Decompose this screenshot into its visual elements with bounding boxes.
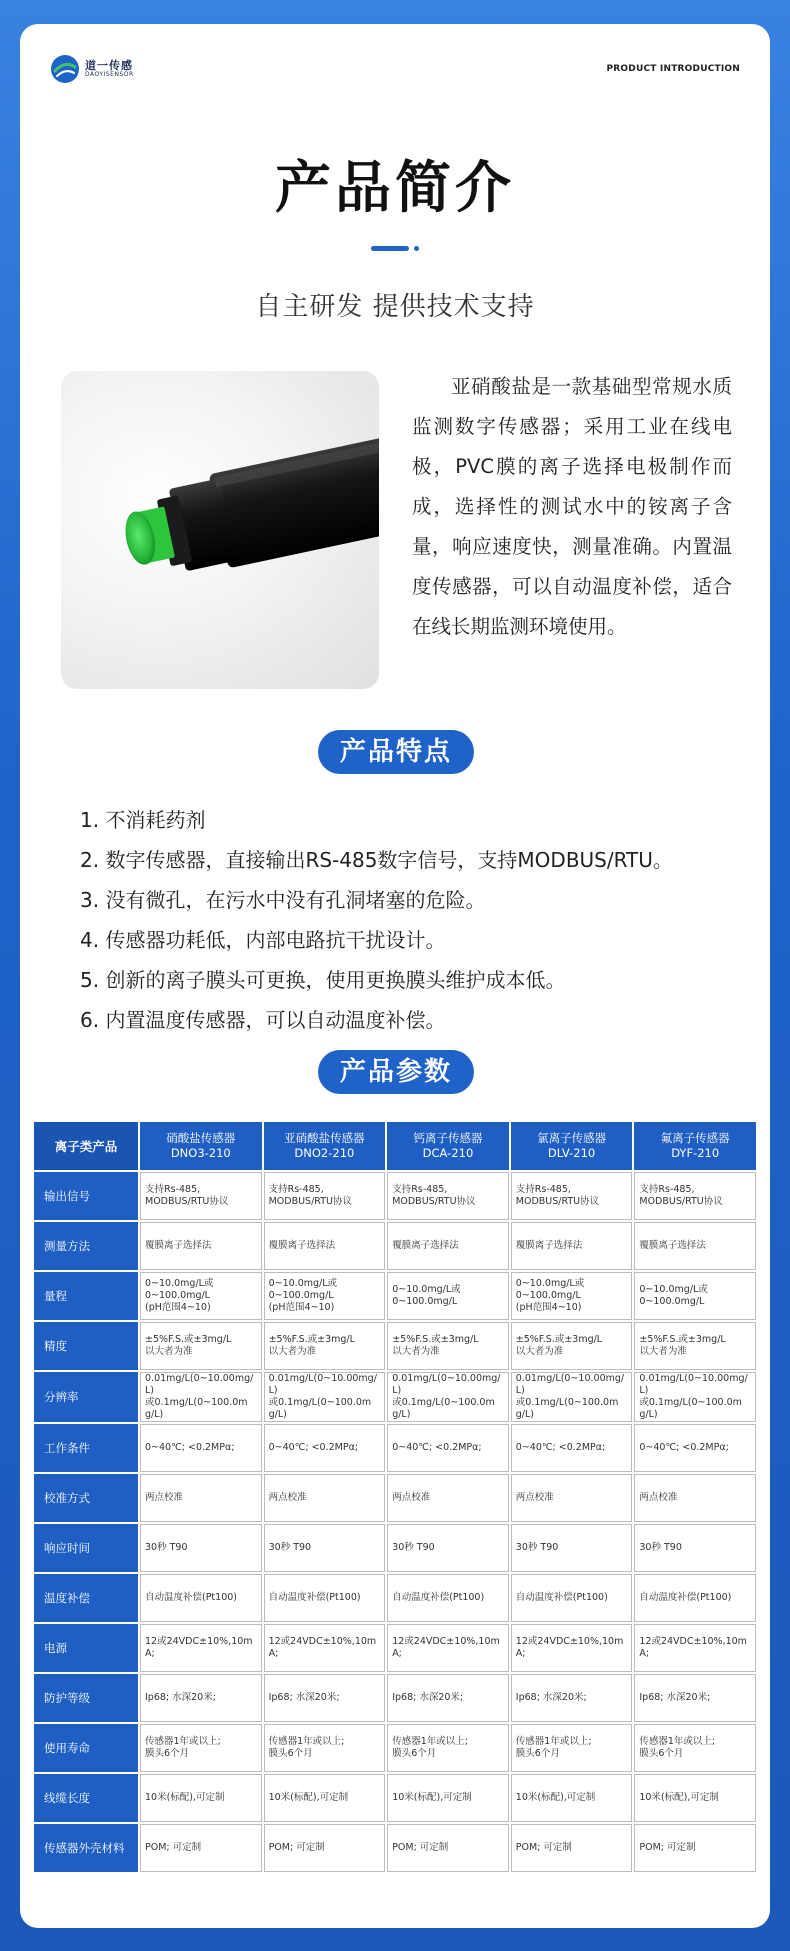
column-product-name: 氯离子传感器 — [537, 1131, 607, 1145]
table-cell: Ip68; 水深20米; — [387, 1674, 509, 1722]
row-label: 测量方法 — [34, 1222, 138, 1270]
table-cell: 30秒 T90 — [264, 1524, 386, 1572]
table-cell: 两点校准 — [140, 1474, 262, 1522]
column-product-name: 硝酸盐传感器 — [166, 1131, 236, 1145]
sensor-illustration-icon — [61, 371, 379, 689]
table-cell: 传感器1年或以上; 膜头6个月 — [264, 1724, 386, 1772]
table-cell: 支持Rs-485, MODBUS/RTU协议 — [634, 1172, 756, 1220]
table-cell: 12或24VDC±10%,10mA; — [387, 1624, 509, 1672]
table-cell: 0~40℃; <0.2MPα; — [264, 1424, 386, 1472]
table-cell: 自动温度补偿(Pt100) — [140, 1574, 262, 1622]
header-right-label: PRODUCT INTRODUCTION — [606, 64, 740, 74]
row-label: 温度补偿 — [34, 1574, 138, 1622]
table-cell: 0~40℃; <0.2MPα; — [387, 1424, 509, 1472]
table-cell: 0~10.0mg/L或 0~100.0mg/L (pH范围4~10) — [511, 1272, 633, 1320]
table-cell: 支持Rs-485, MODBUS/RTU协议 — [264, 1172, 386, 1220]
table-cell: 0.01mg/L(0~10.00mg/L) 或0.1mg/L(0~100.0mg/L) — [511, 1372, 633, 1422]
params-table — [32, 1120, 758, 1874]
table-corner-header: 离子类产品 — [34, 1122, 138, 1170]
feature-item: 3. 没有微孔，在污水中没有孔洞堵塞的危险。 — [80, 888, 486, 912]
table-row — [34, 1474, 756, 1522]
table-cell: 覆膜离子选择法 — [634, 1222, 756, 1270]
row-label: 线缆长度 — [34, 1774, 138, 1822]
table-cell: ±5%F.S.或±3mg/L 以大者为准 — [264, 1322, 386, 1370]
table-cell: 30秒 T90 — [387, 1524, 509, 1572]
table-column-header — [140, 1122, 262, 1170]
column-model-code: DNO3-210 — [170, 1146, 231, 1160]
table-cell: Ip68; 水深20米; — [264, 1674, 386, 1722]
row-label: 使用寿命 — [34, 1724, 138, 1772]
table-cell: 自动温度补偿(Pt100) — [387, 1574, 509, 1622]
table-cell: POM; 可定制 — [387, 1824, 509, 1872]
table-cell: ±5%F.S.或±3mg/L 以大者为准 — [140, 1322, 262, 1370]
table-cell: 自动温度补偿(Pt100) — [634, 1574, 756, 1622]
table-cell: POM; 可定制 — [264, 1824, 386, 1872]
table-row — [34, 1322, 756, 1370]
table-cell: 两点校准 — [634, 1474, 756, 1522]
feature-item: 5. 创新的离子膜头可更换，使用更换膜头维护成本低。 — [80, 968, 566, 992]
title-underline-dot — [414, 246, 419, 251]
table-cell: 10米(标配),可定制 — [387, 1774, 509, 1822]
table-column-header — [511, 1122, 633, 1170]
table-cell: 0~40℃; <0.2MPα; — [634, 1424, 756, 1472]
row-label: 分辨率 — [34, 1372, 138, 1422]
row-label: 精度 — [34, 1322, 138, 1370]
table-cell: 0.01mg/L(0~10.00mg/L) 或0.1mg/L(0~100.0mg/L) — [140, 1372, 262, 1422]
table-row — [34, 1624, 756, 1672]
table-cell: 覆膜离子选择法 — [511, 1222, 633, 1270]
table-cell: 10米(标配),可定制 — [634, 1774, 756, 1822]
table-row — [34, 1424, 756, 1472]
feature-item: 2. 数字传感器，直接输出RS-485数字信号，支持MODBUS/RTU。 — [80, 848, 673, 872]
table-cell: Ip68; 水深20米; — [140, 1674, 262, 1722]
table-cell: 0~10.0mg/L或 0~100.0mg/L — [387, 1272, 509, 1320]
column-model-code: DYF-210 — [671, 1146, 720, 1160]
sensor-photo — [61, 371, 379, 689]
table-cell: 12或24VDC±10%,10mA; — [511, 1624, 633, 1672]
table-column-header — [634, 1122, 756, 1170]
table-cell: 12或24VDC±10%,10mA; — [140, 1624, 262, 1672]
table-row — [34, 1524, 756, 1572]
table-cell: 覆膜离子选择法 — [140, 1222, 262, 1270]
table-cell: 30秒 T90 — [140, 1524, 262, 1572]
table-cell: 覆膜离子选择法 — [264, 1222, 386, 1270]
table-cell: 支持Rs-485, MODBUS/RTU协议 — [511, 1172, 633, 1220]
row-label: 防护等级 — [34, 1674, 138, 1722]
table-cell: 0.01mg/L(0~10.00mg/L) 或0.1mg/L(0~100.0mg/L) — [634, 1372, 756, 1422]
feature-item: 1. 不消耗药剂 — [80, 808, 206, 832]
table-row — [34, 1272, 756, 1320]
table-row — [34, 1574, 756, 1622]
logo-cn-text: 道一传感 — [85, 59, 133, 73]
table-column-header — [264, 1122, 386, 1170]
table-cell: ±5%F.S.或±3mg/L 以大者为准 — [511, 1322, 633, 1370]
column-model-code: DCA-210 — [422, 1146, 474, 1160]
table-cell: 12或24VDC±10%,10mA; — [264, 1624, 386, 1672]
table-cell: 0~10.0mg/L或 0~100.0mg/L (pH范围4~10) — [140, 1272, 262, 1320]
table-cell: ±5%F.S.或±3mg/L 以大者为准 — [387, 1322, 509, 1370]
table-cell: POM; 可定制 — [140, 1824, 262, 1872]
table-cell: 传感器1年或以上; 膜头6个月 — [634, 1724, 756, 1772]
logo-mark-icon — [50, 54, 80, 84]
intro-paragraph: 亚硝酸盐是一款基础型常规水质监测数字传感器；采用工业在线电极，PVC膜的离子选择电极制作而成，选择性的测试水中的铵离子含量，响应速度快，测量准确。内置温度传感器，可以自动温度补偿，适合在线长期监测环境使用。 — [412, 375, 732, 638]
table-cell: 自动温度补偿(Pt100) — [511, 1574, 633, 1622]
table-cell: 覆膜离子选择法 — [387, 1222, 509, 1270]
table-row — [34, 1172, 756, 1220]
table-cell: 0.01mg/L(0~10.00mg/L) 或0.1mg/L(0~100.0mg/L) — [387, 1372, 509, 1422]
table-cell: 0.01mg/L(0~10.00mg/L) 或0.1mg/L(0~100.0mg/L) — [264, 1372, 386, 1422]
table-cell: 两点校准 — [264, 1474, 386, 1522]
table-header-row — [34, 1122, 756, 1170]
row-label: 输出信号 — [34, 1172, 138, 1220]
table-cell: 支持Rs-485, MODBUS/RTU协议 — [387, 1172, 509, 1220]
table-cell: 两点校准 — [511, 1474, 633, 1522]
table-cell: POM; 可定制 — [634, 1824, 756, 1872]
brand-logo — [50, 54, 134, 84]
table-cell: POM; 可定制 — [511, 1824, 633, 1872]
table-cell: 传感器1年或以上; 膜头6个月 — [387, 1724, 509, 1772]
table-cell: 传感器1年或以上; 膜头6个月 — [511, 1724, 633, 1772]
table-cell: 10米(标配),可定制 — [511, 1774, 633, 1822]
column-product-name: 氟离子传感器 — [660, 1131, 730, 1145]
row-label: 电源 — [34, 1624, 138, 1672]
table-cell: 传感器1年或以上; 膜头6个月 — [140, 1724, 262, 1772]
row-label: 响应时间 — [34, 1524, 138, 1572]
page-subtitle: 自主研发 提供技术支持 — [255, 292, 535, 322]
logo-en-text: DAOYISENSOR — [85, 70, 134, 78]
title-underline — [371, 246, 409, 251]
product-intro-card — [20, 24, 770, 1928]
features-section-title: 产品特点 — [318, 730, 474, 774]
page-title: 产品简介 — [275, 156, 515, 221]
row-label: 传感器外壳材料 — [34, 1824, 138, 1872]
table-row — [34, 1674, 756, 1722]
table-cell: Ip68; 水深20米; — [511, 1674, 633, 1722]
table-row — [34, 1372, 756, 1422]
column-product-name: 钙离子传感器 — [413, 1131, 483, 1145]
features-list — [80, 800, 673, 1040]
table-cell: 30秒 T90 — [511, 1524, 633, 1572]
feature-item: 6. 内置温度传感器，可以自动温度补偿。 — [80, 1008, 446, 1032]
params-section-title: 产品参数 — [318, 1050, 474, 1094]
column-product-name: 亚硝酸盐传感器 — [284, 1131, 365, 1145]
row-label: 工作条件 — [34, 1424, 138, 1472]
table-cell: 0~40℃; <0.2MPα; — [511, 1424, 633, 1472]
table-cell: 自动温度补偿(Pt100) — [264, 1574, 386, 1622]
table-cell: 0~40℃; <0.2MPα; — [140, 1424, 262, 1472]
table-row — [34, 1774, 756, 1822]
row-label: 校准方式 — [34, 1474, 138, 1522]
table-cell: 10米(标配),可定制 — [140, 1774, 262, 1822]
column-model-code: DNO2-210 — [294, 1146, 355, 1160]
table-row — [34, 1724, 756, 1772]
feature-item: 4. 传感器功耗低，内部电路抗干扰设计。 — [80, 928, 446, 952]
table-row — [34, 1824, 756, 1872]
table-column-header — [387, 1122, 509, 1170]
table-cell: 30秒 T90 — [634, 1524, 756, 1572]
table-cell: 10米(标配),可定制 — [264, 1774, 386, 1822]
table-cell: Ip68; 水深20米; — [634, 1674, 756, 1722]
table-row — [34, 1222, 756, 1270]
table-cell: 12或24VDC±10%,10mA; — [634, 1624, 756, 1672]
row-label: 量程 — [34, 1272, 138, 1320]
table-cell: 0~10.0mg/L或 0~100.0mg/L (pH范围4~10) — [264, 1272, 386, 1320]
table-cell: 支持Rs-485, MODBUS/RTU协议 — [140, 1172, 262, 1220]
table-cell: ±5%F.S.或±3mg/L 以大者为准 — [634, 1322, 756, 1370]
table-cell: 两点校准 — [387, 1474, 509, 1522]
column-model-code: DLV-210 — [547, 1146, 596, 1160]
table-cell: 0~10.0mg/L或 0~100.0mg/L — [634, 1272, 756, 1320]
